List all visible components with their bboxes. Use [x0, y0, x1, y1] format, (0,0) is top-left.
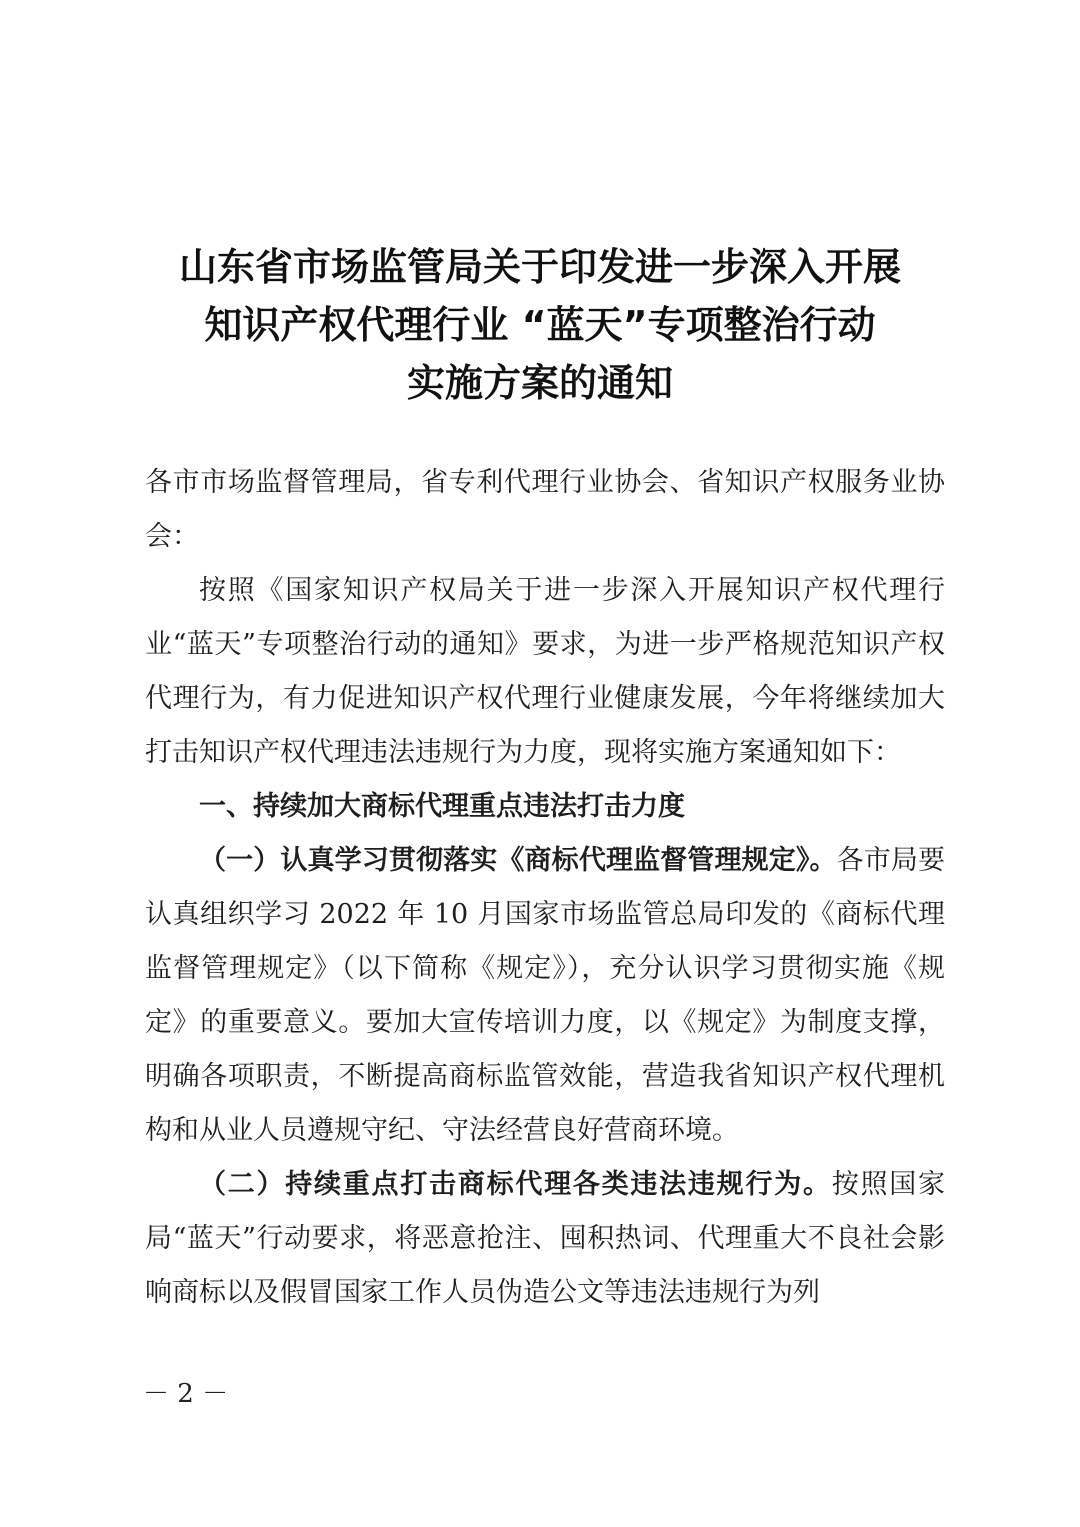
item-1-paragraph [145, 834, 945, 1158]
section-1-heading: 一、持续加大商标代理重点违法打击力度 [199, 791, 685, 822]
item-2-lead: （二）持续重点打击商标代理各类违法违规行为。 [199, 1169, 832, 1200]
item-1-lead: （一）认真学习贯彻落实《商标代理监督管理规定》。 [199, 845, 837, 876]
item-2-paragraph [145, 1158, 945, 1320]
document-title [120, 238, 960, 412]
item-2-text: 按照国家局“蓝天”行动要求，将恶意抢注、囤积热词、代理重大不良社会影响商标以及假冒国家工作人员伪造公文等违法违规行为列 [145, 1169, 946, 1308]
title-line-2: 知识产权代理行业 “蓝天”专项整治行动 [204, 303, 876, 347]
page-number: － 2 － [143, 1379, 229, 1409]
title-line-3: 实施方案的通知 [406, 361, 673, 405]
item-1-text: 各市局要认真组织学习 2022 年 10 月国家市场监管总局印发的《商标代理监督管理规定》（以下简称《规定》），充分认识学习贯彻实施《规定》的重要意义。要加大宣传培训力度，以《规定》为制度支撑，明确各项职责，不断提高商标监管效能，营造我省知识产权代理机构和从业人员遵规守纪、守法经营良好营商环境。 [145, 845, 946, 1146]
document-body [145, 456, 945, 1320]
addressee-paragraph: 各市市场监督管理局，省专利代理行业协会、省知识产权服务业协会： [145, 467, 945, 552]
title-line-1: 山东省市场监管局关于印发进一步深入开展 [178, 245, 901, 289]
intro-paragraph: 按照《国家知识产权局关于进一步深入开展知识产权代理行业“蓝天”专项整治行动的通知》要求，为进一步严格规范知识产权代理行为，有力促进知识产权代理行业健康发展，今年将继续加大打击知识产权代理违法违规行为力度，现将实施方案通知如下： [145, 575, 945, 768]
